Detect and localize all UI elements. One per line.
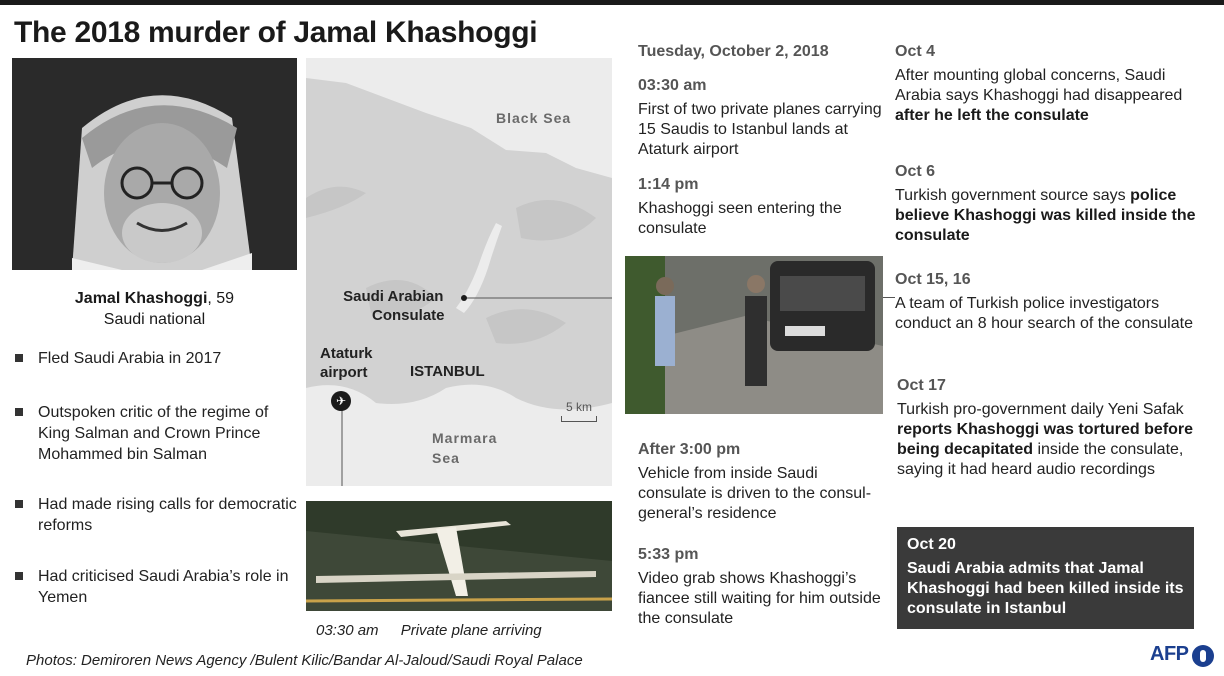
- oct20-date: Oct 20: [907, 536, 956, 553]
- plane-caption-text: Private plane arriving: [400, 622, 542, 639]
- fact-item: Had criticised Saudi Arabia’s role in Yemen: [14, 566, 299, 608]
- marmara-sea-label: Marmara Sea: [432, 430, 498, 466]
- fact-item: Outspoken critic of the regime of King Salman and Crown Prince Mohammed bin Salman: [14, 402, 299, 465]
- map-scale: 5 km: [559, 400, 599, 422]
- timeline-event-oct6: Oct 6 Turkish government source says police believe Khashoggi was killed inside the consulate: [895, 163, 1196, 244]
- timeline-event-oct20: [897, 527, 1194, 629]
- airplane-icon: ✈: [331, 391, 351, 411]
- photo-credits: Photos: Demiroren News Agency /Bulent Kilic/Bandar Al-Jaloud/Saudi Royal Palace: [26, 652, 583, 669]
- timeline-date-header: Tuesday, October 2, 2018: [638, 43, 829, 60]
- istanbul-label: ISTANBUL: [410, 363, 485, 380]
- timeline-event-oct17: Oct 17 Turkish pro-government daily Yeni Safak reports Khashoggi was tortured before being decapitated inside the consulate, saying it had heard audio recordings: [897, 377, 1194, 478]
- khashoggi-portrait: [12, 58, 297, 270]
- cctv-illustration: [625, 256, 883, 414]
- afp-logo-mark: [1192, 645, 1214, 667]
- person-nationality: Saudi national: [103, 311, 206, 328]
- plane-caption: [316, 622, 560, 639]
- timeline-event: 03:30 am First of two private planes carrying 15 Saudis to Istanbul lands at Ataturk airport: [638, 77, 882, 158]
- airport-label: Ataturk airport: [320, 345, 373, 381]
- timeline-event: 5:33 pm Video grab shows Khashoggi’s fiancee still waiting for him outside the consulate: [638, 546, 881, 627]
- person-name: Jamal Khashoggi: [74, 290, 208, 307]
- plane-caption-time: 03:30 am: [316, 622, 379, 639]
- timeline-event: 1:14 pm Khashoggi seen entering the consulate: [638, 176, 842, 237]
- fact-item: Fled Saudi Arabia in 2017: [14, 348, 221, 369]
- page-title: The 2018 murder of Jamal Khashoggi: [14, 16, 538, 49]
- connector-line: [883, 297, 895, 298]
- portrait-illustration: [12, 58, 297, 270]
- person-info: [12, 288, 297, 330]
- plane-illustration: [306, 501, 612, 611]
- timeline-event-oct4: Oct 4 After mounting global concerns, Saudi Arabia says Khashoggi had disappeared after he left the consulate: [895, 43, 1183, 124]
- afp-logo: AFP: [1150, 643, 1189, 665]
- top-rule: [0, 0, 1224, 5]
- oct20-text: Saudi Arabia admits that Jamal Khashoggi had been killed inside its consulate in Istanbul: [907, 560, 1184, 617]
- timeline-event: After 3:00 pm Vehicle from inside Saudi consulate is driven to the consul-general’s residence: [638, 441, 872, 522]
- plane-photo: [306, 501, 612, 611]
- consulate-label: Saudi Arabian Consulate: [343, 288, 445, 324]
- fact-item: Had made rising calls for democratic reforms: [14, 494, 299, 536]
- person-age: , 59: [207, 290, 235, 307]
- black-sea-label: Black Sea: [496, 110, 572, 126]
- timeline-event-oct15: Oct 15, 16 A team of Turkish police investigators conduct an 8 hour search of the consulate: [895, 271, 1193, 332]
- consulate-cctv-photo: [625, 256, 883, 414]
